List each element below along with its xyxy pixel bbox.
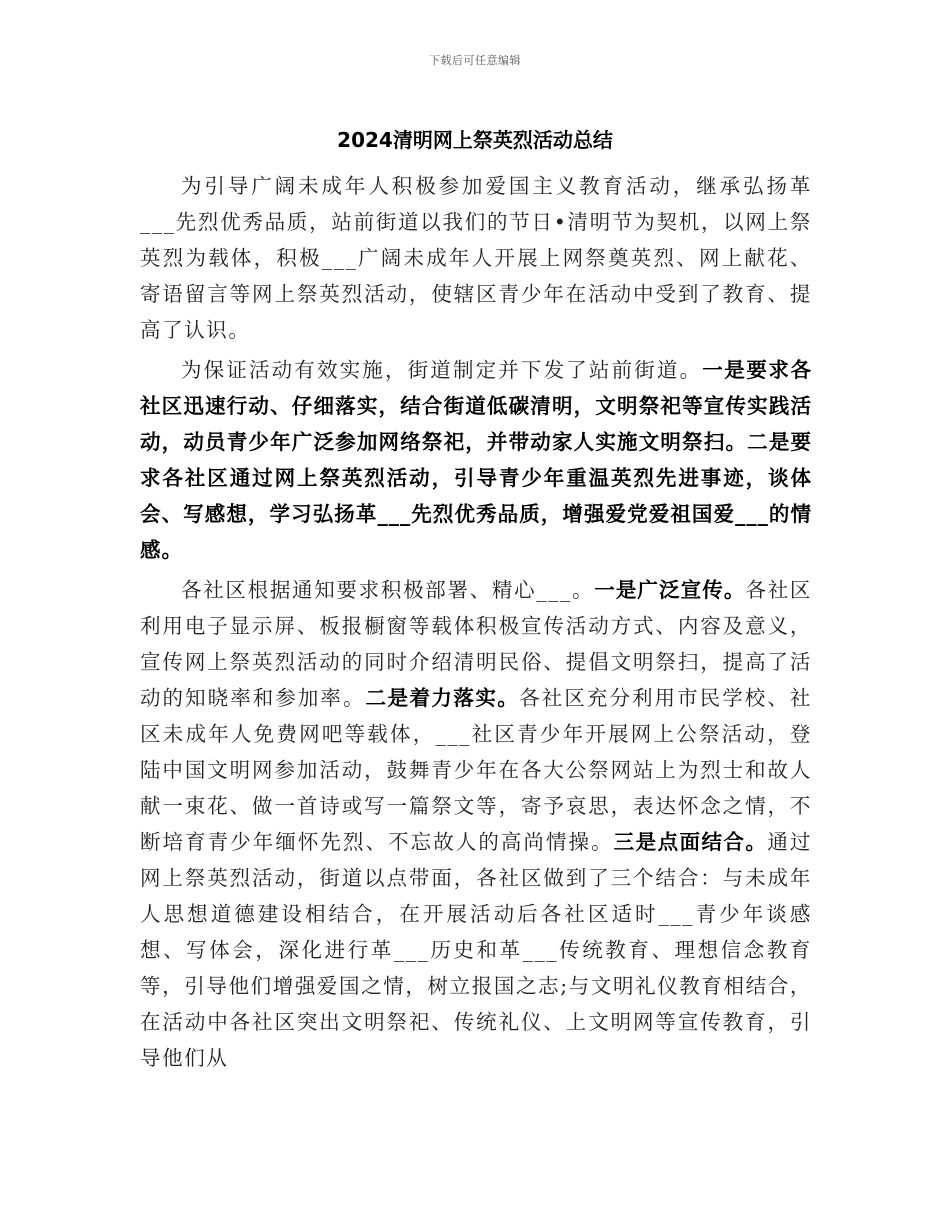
document-body — [140, 168, 812, 1080]
paragraph-3-intro: 各社区根据通知要求积极部署、精心___。 — [181, 578, 595, 602]
paragraph-3-text-3: 通过网上祭英烈活动，街道以点带面，各社区做到了三个结合：与未成年人思想道德建设相结合，在开展活动后各社区适时___青少年谈感想、写体会，深化进行革___历史和革___传统教育、理想信念教育等，引导他们增强爱国之情，树立报国之志;与文明礼仪教育相结合，在活动中各社区突出文明祭祀、传统礼仪、上文明网等宣传教育，引导他们从 — [140, 830, 812, 1070]
paragraph-1: 为引导广阔未成年人积极参加爱国主义教育活动，继承弘扬革___先烈优秀品质，站前街道以我们的节日•清明节为契机，以网上祭英烈为载体，积极___广阔未成年人开展上网祭奠英烈、网上献花、寄语留言等网上祭英烈活动，使辖区青少年在活动中受到了教育、提高了认识。 — [140, 174, 812, 342]
paragraph-2-intro: 为保证活动有效实施，街道制定并下发了站前街道。 — [181, 358, 703, 382]
header-note: 下载后可任意编辑 — [429, 54, 521, 67]
paragraph-3 — [140, 572, 812, 1076]
document-title: 2024清明网上祭英烈活动总结 — [337, 128, 613, 152]
paragraph-2-bold: 一是要求各社区迅速行动、仔细落实，结合街道低碳清明，文明祭祀等宣传实践活动，动员青少年广泛参加网络祭祀，并带动家人实施文明祭扫。二是要求各社区通过网上祭英烈活动，引导青少年重温英烈先进事迹，谈体会、写感想，学习弘扬革___先烈优秀品质，增强爱党爱祖国爱___的情感。 — [140, 358, 812, 562]
heading-point-3: 三是点面结合。 — [613, 830, 768, 854]
paragraph-3-text-2: 各社区充分利用市民学校、社区未成年人免费网吧等载体，___社区青少年开展网上公祭活动，登陆中国文明网参加活动，鼓舞青少年在各大公祭网站上为烈士和故人献一束花、做一首诗或写一篇祭文等，寄予哀思，表达怀念之情，不断培育青少年缅怀先烈、不忘故人的高尚情操。 — [140, 686, 812, 854]
heading-point-1: 一是广泛宣传。 — [594, 578, 746, 602]
heading-point-2: 二是着力落实。 — [365, 686, 520, 710]
paragraph-2 — [140, 352, 812, 568]
paragraph-3-text-1: 各社区利用电子显示屏、板报橱窗等载体积极宣传活动方式、内容及意义，宣传网上祭英烈活动的同时介绍清明民俗、提倡文明祭扫，提高了活动的知晓率和参加率。 — [140, 578, 813, 710]
